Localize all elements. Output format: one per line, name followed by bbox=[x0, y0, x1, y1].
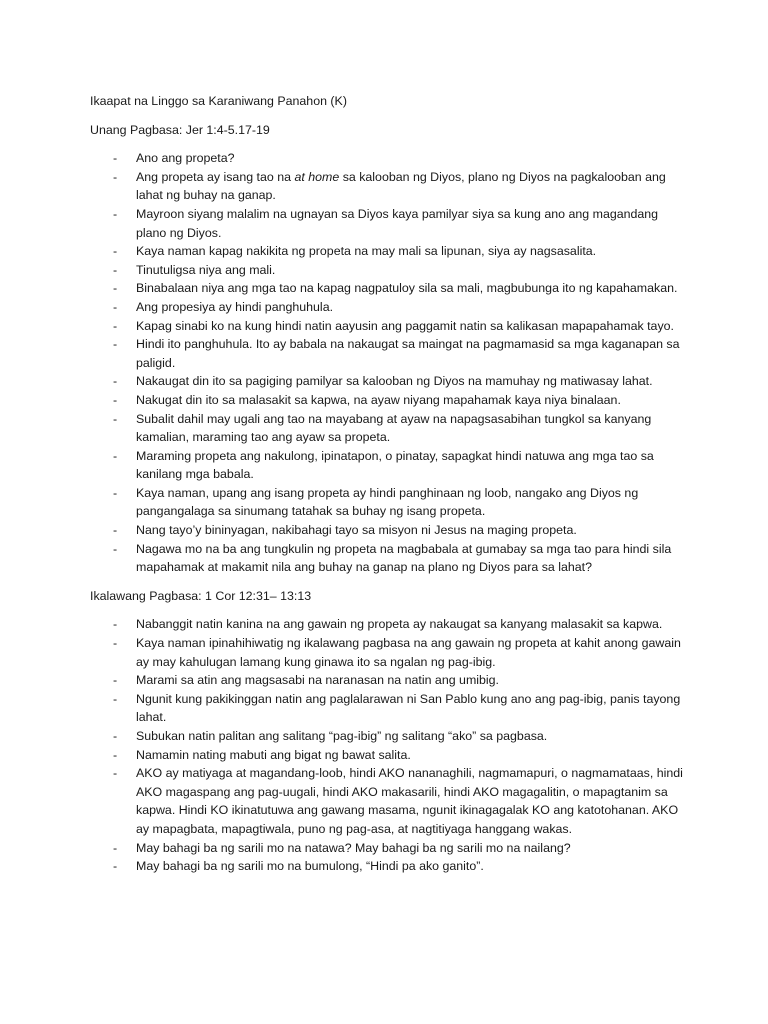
list-item bbox=[90, 298, 690, 317]
list-item bbox=[90, 205, 690, 242]
list-item-text: Ngunit kung pakikinggan natin ang paglalarawan ni San Pablo kung ano ang pag-ibig, panis tayong lahat. bbox=[136, 691, 681, 725]
list-item-text: Binabalaan niya ang mga tao na kapag nagpatuloy sila sa mali, magbubunga ito ng kapahamakan. bbox=[136, 281, 678, 296]
list-item bbox=[90, 391, 690, 410]
list-item-text: Nakugat din ito sa malasakit sa kapwa, na ayaw niyang mapahamak kaya niya binalaan. bbox=[136, 392, 621, 407]
list-item bbox=[90, 279, 690, 298]
bullet-dash: - bbox=[113, 485, 118, 500]
bullet-dash: - bbox=[113, 747, 118, 762]
list-item bbox=[90, 168, 690, 205]
bullet-dash: - bbox=[113, 206, 118, 221]
bullet-dash: - bbox=[113, 673, 118, 688]
list-item bbox=[90, 410, 690, 447]
list-item bbox=[90, 727, 690, 746]
list-item-text: May bahagi ba ng sarili mo na bumulong, “Hindi pa ako ganito”. bbox=[136, 859, 484, 874]
list-item-text: Mayroon siyang malalim na ugnayan sa Diyos kaya pamilyar siya sa kung ano ang magandang plano ng Diyos. bbox=[136, 206, 659, 240]
bullet-dash: - bbox=[113, 169, 118, 184]
list-item-text: Kapag sinabi ko na kung hindi natin aayusin ang paggamit natin sa kalikasan mapapahamak tayo. bbox=[136, 318, 674, 333]
bullet-dash: - bbox=[113, 151, 118, 166]
bullet-dash: - bbox=[113, 392, 118, 407]
bullet-dash: - bbox=[113, 691, 118, 706]
list-item-text: Hindi ito panghuhula. Ito ay babala na nakaugat sa maingat na pagmamasid sa mga kaganapan sa paligid. bbox=[136, 337, 680, 370]
list-item-text: Kaya naman kapag nakikita ng propeta na may mali sa lipunan, siya ay nagsasalita. bbox=[136, 244, 597, 259]
list-item bbox=[90, 690, 690, 727]
bullet-dash: - bbox=[113, 337, 118, 352]
list-item bbox=[90, 317, 690, 336]
list-item bbox=[90, 447, 690, 484]
document-title: Ikaapat na Linggo sa Karaniwang Panahon (K) bbox=[90, 94, 347, 108]
list-item bbox=[90, 484, 690, 521]
list-item-text: Subalit dahil may ugali ang tao na mayabang at ayaw na napagsasabihan tungkol sa kanyang kamalian, maraming tao ang ayaw sa propeta. bbox=[136, 411, 652, 445]
list-item-text: sa kalooban ng Diyos, plano ng Diyos na pagkalooban ang lahat ng buhay na ganap. bbox=[136, 169, 666, 203]
list-item-text: Ang propeta ay isang tao na bbox=[136, 169, 291, 184]
bullet-dash: - bbox=[113, 541, 118, 556]
list-item-text: Kaya naman, upang ang isang propeta ay hindi panghinaan ng loob, nangako ang Diyos ng pangangalaga sa sinumang tatahak sa buhay ng isang propeta. bbox=[136, 485, 639, 519]
bullet-dash: - bbox=[113, 374, 118, 389]
list-item bbox=[90, 671, 690, 690]
bullet-dash: - bbox=[113, 318, 118, 333]
list-item bbox=[90, 615, 690, 634]
list-item-text: Kaya naman ipinahihiwatig ng ikalawang pagbasa na ang gawain ng propeta at kahit anong gawain ay may kahulugan lamang kung ginawa ito sa ngalan ng pag-ibig. bbox=[136, 636, 681, 669]
bullet-dash: - bbox=[113, 617, 118, 632]
list-item-text: Nakaugat din ito sa pagiging pamilyar sa kalooban ng Diyos na mamuhay ng matiwasay lahat. bbox=[136, 374, 653, 389]
list-item-text: May bahagi ba ng sarili mo na natawa? May bahagi ba ng sarili mo na nailang? bbox=[136, 840, 571, 855]
document-page bbox=[90, 92, 690, 886]
bullet-dash: - bbox=[113, 244, 118, 259]
list-item bbox=[90, 261, 690, 280]
list-item bbox=[90, 764, 690, 838]
list-item-text: Namamin nating mabuti ang bigat ng bawat salita. bbox=[136, 747, 411, 762]
bullet-dash: - bbox=[113, 766, 118, 781]
bullet-dash: - bbox=[113, 859, 118, 874]
list-item-emphasis: at home bbox=[294, 169, 340, 184]
bullet-dash: - bbox=[113, 299, 118, 314]
list-item-text: Ang propesiya ay hindi panghuhula. bbox=[136, 299, 334, 314]
bullet-dash: - bbox=[113, 448, 118, 463]
bullet-dash: - bbox=[113, 281, 118, 296]
list-item bbox=[90, 372, 690, 391]
list-item-text: Ano ang propeta? bbox=[136, 151, 235, 166]
section-heading-ikalawang-pagbasa: Ikalawang Pagbasa: 1 Cor 12:31– 13:13 bbox=[90, 588, 312, 603]
list-item bbox=[90, 857, 690, 876]
list-item-text: Maraming propeta ang nakulong, ipinatapon, o pinatay, sapagkat hindi natuwa ang mga tao sa kanilang mga babala. bbox=[136, 448, 654, 482]
bullet-list-section-1 bbox=[90, 149, 690, 577]
bullet-dash: - bbox=[113, 411, 118, 426]
bullet-dash: - bbox=[113, 840, 118, 855]
bullet-dash: - bbox=[113, 729, 118, 743]
list-item bbox=[90, 746, 690, 765]
list-item-text: Marami sa atin ang magsasabi na naranasan na natin ang umibig. bbox=[136, 673, 499, 688]
list-item-text: Nang tayo’y bininyagan, nakibahagi tayo sa misyon ni Jesus na maging propeta. bbox=[136, 523, 577, 538]
list-item bbox=[90, 634, 690, 671]
list-item-text: Nagawa mo na ba ang tungkulin ng propeta na magbabala at gumabay sa mga tao para hindi sila mapahamak at makamit nila ang buhay na ganap na plano ng Diyos para sa lahat? bbox=[136, 541, 672, 575]
section-heading-unang-pagbasa: Unang Pagbasa: Jer 1:4-5.17-19 bbox=[90, 122, 270, 137]
list-item-text: AKO ay matiyaga at magandang-loob, hindi AKO nananaghili, nagmamapuri, o nagmamataas, hindi AKO magaspang ang pag-uugali, hindi AKO makasarili, hindi AKO magagalitin, o mapagtanim sa kapwa. Hindi KO ikinatutuwa ang gawang masama, ngunit ikinagagalak KO ang katotohanan. AKO ay mapagbata, mapagtiwala, puno ng pag-asa, at nagtitiyaga hanggang wakas. bbox=[136, 766, 683, 836]
bullet-dash: - bbox=[113, 262, 118, 277]
list-item bbox=[90, 335, 690, 372]
list-item-text: Tinutuligsa niya ang mali. bbox=[136, 262, 276, 277]
bullet-list-section-2 bbox=[90, 615, 690, 875]
list-item bbox=[90, 839, 690, 858]
list-item bbox=[90, 540, 690, 577]
list-item bbox=[90, 242, 690, 261]
list-item bbox=[90, 149, 690, 168]
list-item-text: Nabanggit natin kanina na ang gawain ng propeta ay nakaugat sa kanyang malasakit sa kapwa. bbox=[136, 617, 663, 632]
bullet-dash: - bbox=[113, 636, 118, 651]
bullet-dash: - bbox=[113, 523, 118, 538]
list-item bbox=[90, 521, 690, 540]
list-item-text: Subukan natin palitan ang salitang “pag-ibig” ng salitang “ako” sa pagbasa. bbox=[136, 729, 548, 743]
